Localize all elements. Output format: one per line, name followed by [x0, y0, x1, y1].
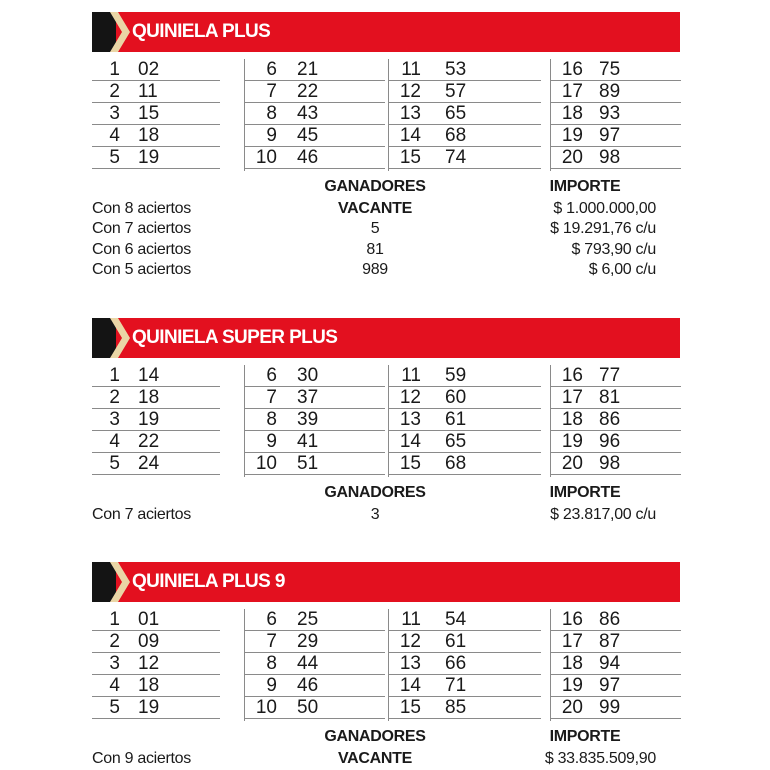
number-row	[92, 653, 220, 675]
number-row	[389, 387, 541, 409]
drawn-number: 46	[297, 147, 319, 168]
number-row	[92, 631, 220, 653]
draw-position: 19	[561, 125, 583, 146]
draw-position: 13	[399, 653, 421, 674]
draw-position: 4	[109, 125, 120, 146]
prize-amount: $ 23.817,00 c/u	[550, 506, 656, 523]
number-row	[245, 609, 385, 631]
prize-amount: $ 33.835.509,90	[544, 750, 656, 767]
draw-position: 1	[109, 365, 120, 386]
drawn-number: 97	[599, 125, 621, 146]
banner-black-block	[92, 12, 116, 52]
drawn-number: 60	[445, 387, 467, 408]
draw-position: 20	[561, 453, 583, 474]
draw-position: 13	[399, 103, 421, 124]
numbers-column	[244, 365, 385, 477]
prize-label: Con 7 aciertos	[92, 220, 191, 238]
prize-amount: $ 1.000.000,00	[553, 200, 656, 217]
draw-position: 11	[401, 59, 421, 80]
drawn-number: 89	[599, 81, 621, 102]
number-row	[92, 431, 220, 453]
number-row	[389, 81, 541, 103]
number-row	[551, 675, 681, 697]
drawn-number: 97	[599, 675, 621, 696]
draw-position: 11	[401, 609, 421, 630]
drawn-number: 02	[138, 59, 160, 80]
draw-position: 19	[561, 431, 583, 452]
draw-position: 10	[255, 147, 277, 168]
amount-header: IMPORTE	[549, 484, 621, 501]
draw-position: 20	[561, 147, 583, 168]
draw-position: 11	[401, 365, 421, 386]
numbers-column	[92, 365, 220, 477]
number-row	[389, 431, 541, 453]
number-row	[551, 147, 681, 169]
drawn-number: 68	[445, 453, 467, 474]
draw-position: 20	[561, 697, 583, 718]
number-row	[389, 453, 541, 475]
draw-position: 5	[109, 697, 120, 718]
draw-position: 5	[109, 453, 120, 474]
numbers-column	[244, 59, 385, 171]
number-row	[389, 609, 541, 631]
numbers-column	[244, 609, 385, 721]
drawn-number: 93	[599, 103, 621, 124]
prize-label: Con 6 aciertos	[92, 240, 191, 258]
draw-position: 6	[266, 609, 277, 630]
drawn-number: 99	[599, 697, 621, 718]
drawn-number: 22	[138, 431, 160, 452]
number-row	[245, 59, 385, 81]
number-row	[245, 81, 385, 103]
banner-black-block	[92, 318, 116, 358]
prize-label: Con 5 aciertos	[92, 260, 191, 278]
draw-position: 3	[109, 103, 120, 124]
number-row	[389, 409, 541, 431]
prize-amount: $ 19.291,76 c/u	[550, 220, 656, 238]
number-row	[92, 675, 220, 697]
numbers-column	[550, 609, 681, 721]
draw-position: 16	[561, 609, 583, 630]
draw-position: 6	[266, 365, 277, 386]
number-row	[92, 59, 220, 81]
drawn-number: 74	[445, 147, 467, 168]
draw-position: 9	[266, 675, 277, 696]
number-row	[245, 675, 385, 697]
prize-winners: 3	[370, 506, 380, 523]
draw-position: 16	[561, 365, 583, 386]
number-row	[551, 125, 681, 147]
draw-position: 9	[266, 125, 277, 146]
drawn-number: 11	[138, 81, 158, 102]
number-row	[92, 125, 220, 147]
number-row	[551, 697, 681, 719]
number-row	[551, 609, 681, 631]
prize-amount: $ 6,00 c/u	[588, 260, 656, 278]
prize-winners: VACANTE	[337, 750, 413, 767]
draw-position: 16	[561, 59, 583, 80]
prize-label: Con 8 aciertos	[92, 200, 191, 217]
draw-position: 13	[399, 409, 421, 430]
numbers-column	[388, 609, 541, 721]
draw-position: 14	[399, 675, 421, 696]
drawn-number: 77	[599, 365, 621, 386]
draw-position: 4	[109, 675, 120, 696]
drawn-number: 41	[297, 431, 319, 452]
drawn-number: 30	[297, 365, 319, 386]
section-banner	[92, 318, 680, 358]
drawn-number: 98	[599, 453, 621, 474]
drawn-number: 96	[599, 431, 621, 452]
drawn-number: 22	[297, 81, 319, 102]
draw-position: 7	[266, 81, 277, 102]
draw-position: 15	[399, 453, 421, 474]
number-row	[389, 147, 541, 169]
prize-winners: 5	[370, 220, 380, 238]
drawn-number: 14	[138, 365, 160, 386]
draw-position: 12	[399, 81, 421, 102]
number-row	[551, 103, 681, 125]
drawn-number: 29	[297, 631, 319, 652]
drawn-number: 46	[297, 675, 319, 696]
winners-header: GANADORES	[324, 728, 426, 745]
draw-position: 6	[266, 59, 277, 80]
numbers-grid	[92, 59, 680, 171]
drawn-number: 86	[599, 409, 621, 430]
section-banner	[92, 562, 680, 602]
draw-position: 12	[399, 387, 421, 408]
number-row	[245, 631, 385, 653]
prize-winners: 81	[366, 240, 384, 258]
drawn-number: 18	[138, 387, 160, 408]
drawn-number: 75	[599, 59, 621, 80]
draw-position: 5	[109, 147, 120, 168]
drawn-number: 61	[445, 631, 467, 652]
draw-position: 17	[561, 81, 583, 102]
draw-position: 15	[399, 697, 421, 718]
drawn-number: 87	[599, 631, 621, 652]
drawn-number: 68	[445, 125, 467, 146]
section-title: QUINIELA SUPER PLUS	[132, 327, 338, 348]
number-row	[389, 59, 541, 81]
draw-position: 8	[266, 409, 277, 430]
drawn-number: 15	[138, 103, 160, 124]
draw-position: 1	[109, 59, 120, 80]
number-row	[389, 631, 541, 653]
draw-position: 14	[399, 431, 421, 452]
draw-position: 1	[109, 609, 120, 630]
number-row	[551, 453, 681, 475]
number-row	[389, 675, 541, 697]
number-row	[92, 81, 220, 103]
drawn-number: 43	[297, 103, 319, 124]
drawn-number: 21	[297, 59, 319, 80]
prize-label: Con 9 aciertos	[92, 750, 191, 767]
numbers-column	[388, 59, 541, 171]
number-row	[245, 147, 385, 169]
winners-header: GANADORES	[324, 178, 426, 195]
number-row	[92, 409, 220, 431]
number-row	[389, 697, 541, 719]
draw-position: 15	[399, 147, 421, 168]
prize-row	[92, 219, 680, 239]
prize-label: Con 7 aciertos	[92, 506, 191, 523]
number-row	[92, 387, 220, 409]
number-row	[245, 697, 385, 719]
prize-row	[92, 260, 680, 280]
drawn-number: 37	[297, 387, 319, 408]
number-row	[551, 81, 681, 103]
drawn-number: 25	[297, 609, 319, 630]
drawn-number: 81	[599, 387, 621, 408]
prize-winners: VACANTE	[337, 200, 413, 217]
number-row	[245, 125, 385, 147]
numbers-column	[388, 365, 541, 477]
prize-row	[92, 199, 680, 219]
number-row	[245, 453, 385, 475]
draw-position: 2	[109, 81, 120, 102]
drawn-number: 24	[138, 453, 160, 474]
draw-position: 18	[561, 409, 583, 430]
drawn-number: 19	[138, 697, 160, 718]
draw-position: 18	[561, 103, 583, 124]
draw-position: 17	[561, 387, 583, 408]
number-row	[92, 697, 220, 719]
draw-position: 2	[109, 631, 120, 652]
drawn-number: 53	[445, 59, 467, 80]
winners-header: GANADORES	[324, 484, 426, 501]
number-row	[551, 387, 681, 409]
number-row	[92, 103, 220, 125]
number-row	[245, 387, 385, 409]
draw-position: 8	[266, 653, 277, 674]
draw-position: 19	[561, 675, 583, 696]
numbers-column	[92, 59, 220, 171]
amount-header: IMPORTE	[549, 178, 621, 195]
numbers-column	[550, 59, 681, 171]
number-row	[551, 365, 681, 387]
drawn-number: 01	[138, 609, 160, 630]
drawn-number: 98	[599, 147, 621, 168]
results-section	[92, 562, 680, 770]
drawn-number: 09	[138, 631, 160, 652]
draw-position: 7	[266, 631, 277, 652]
draw-position: 18	[561, 653, 583, 674]
numbers-column	[92, 609, 220, 721]
drawn-number: 18	[138, 675, 160, 696]
drawn-number: 65	[445, 103, 467, 124]
drawn-number: 57	[445, 81, 467, 102]
draw-position: 3	[109, 653, 120, 674]
drawn-number: 45	[297, 125, 319, 146]
draw-position: 9	[266, 431, 277, 452]
drawn-number: 59	[445, 365, 467, 386]
amount-header: IMPORTE	[549, 728, 621, 745]
number-row	[245, 653, 385, 675]
numbers-column	[550, 365, 681, 477]
drawn-number: 19	[138, 147, 160, 168]
number-row	[245, 409, 385, 431]
drawn-number: 65	[445, 431, 467, 452]
drawn-number: 54	[445, 609, 467, 630]
draw-position: 12	[399, 631, 421, 652]
number-row	[92, 147, 220, 169]
number-row	[92, 609, 220, 631]
drawn-number: 18	[138, 125, 160, 146]
drawn-number: 94	[599, 653, 621, 674]
drawn-number: 71	[445, 675, 467, 696]
number-row	[245, 365, 385, 387]
drawn-number: 85	[445, 697, 467, 718]
drawn-number: 66	[445, 653, 467, 674]
drawn-number: 51	[297, 453, 319, 474]
drawn-number: 86	[599, 609, 621, 630]
section-banner	[92, 12, 680, 52]
number-row	[245, 431, 385, 453]
draw-position: 8	[266, 103, 277, 124]
banner-black-block	[92, 562, 116, 602]
drawn-number: 12	[138, 653, 160, 674]
draw-position: 4	[109, 431, 120, 452]
number-row	[551, 59, 681, 81]
section-title: QUINIELA PLUS 9	[132, 571, 285, 592]
number-row	[551, 653, 681, 675]
prize-amount: $ 793,90 c/u	[571, 240, 656, 258]
prize-winners: 989	[362, 260, 388, 278]
draw-position: 2	[109, 387, 120, 408]
number-row	[551, 409, 681, 431]
drawn-number: 61	[445, 409, 467, 430]
drawn-number: 44	[297, 653, 319, 674]
number-row	[389, 125, 541, 147]
number-row	[245, 103, 385, 125]
draw-position: 17	[561, 631, 583, 652]
number-row	[389, 365, 541, 387]
draw-position: 7	[266, 387, 277, 408]
draw-position: 10	[255, 697, 277, 718]
draw-position: 3	[109, 409, 120, 430]
number-row	[551, 431, 681, 453]
drawn-number: 39	[297, 409, 319, 430]
number-row	[92, 453, 220, 475]
numbers-grid	[92, 365, 680, 477]
prize-row	[92, 240, 680, 260]
drawn-number: 19	[138, 409, 160, 430]
draw-position: 10	[255, 453, 277, 474]
number-row	[389, 103, 541, 125]
prize-row	[92, 505, 680, 525]
numbers-grid	[92, 609, 680, 721]
number-row	[551, 631, 681, 653]
draw-position: 14	[399, 125, 421, 146]
section-title: QUINIELA PLUS	[132, 21, 271, 42]
number-row	[389, 653, 541, 675]
prize-row	[92, 749, 680, 769]
number-row	[92, 365, 220, 387]
drawn-number: 50	[297, 697, 319, 718]
